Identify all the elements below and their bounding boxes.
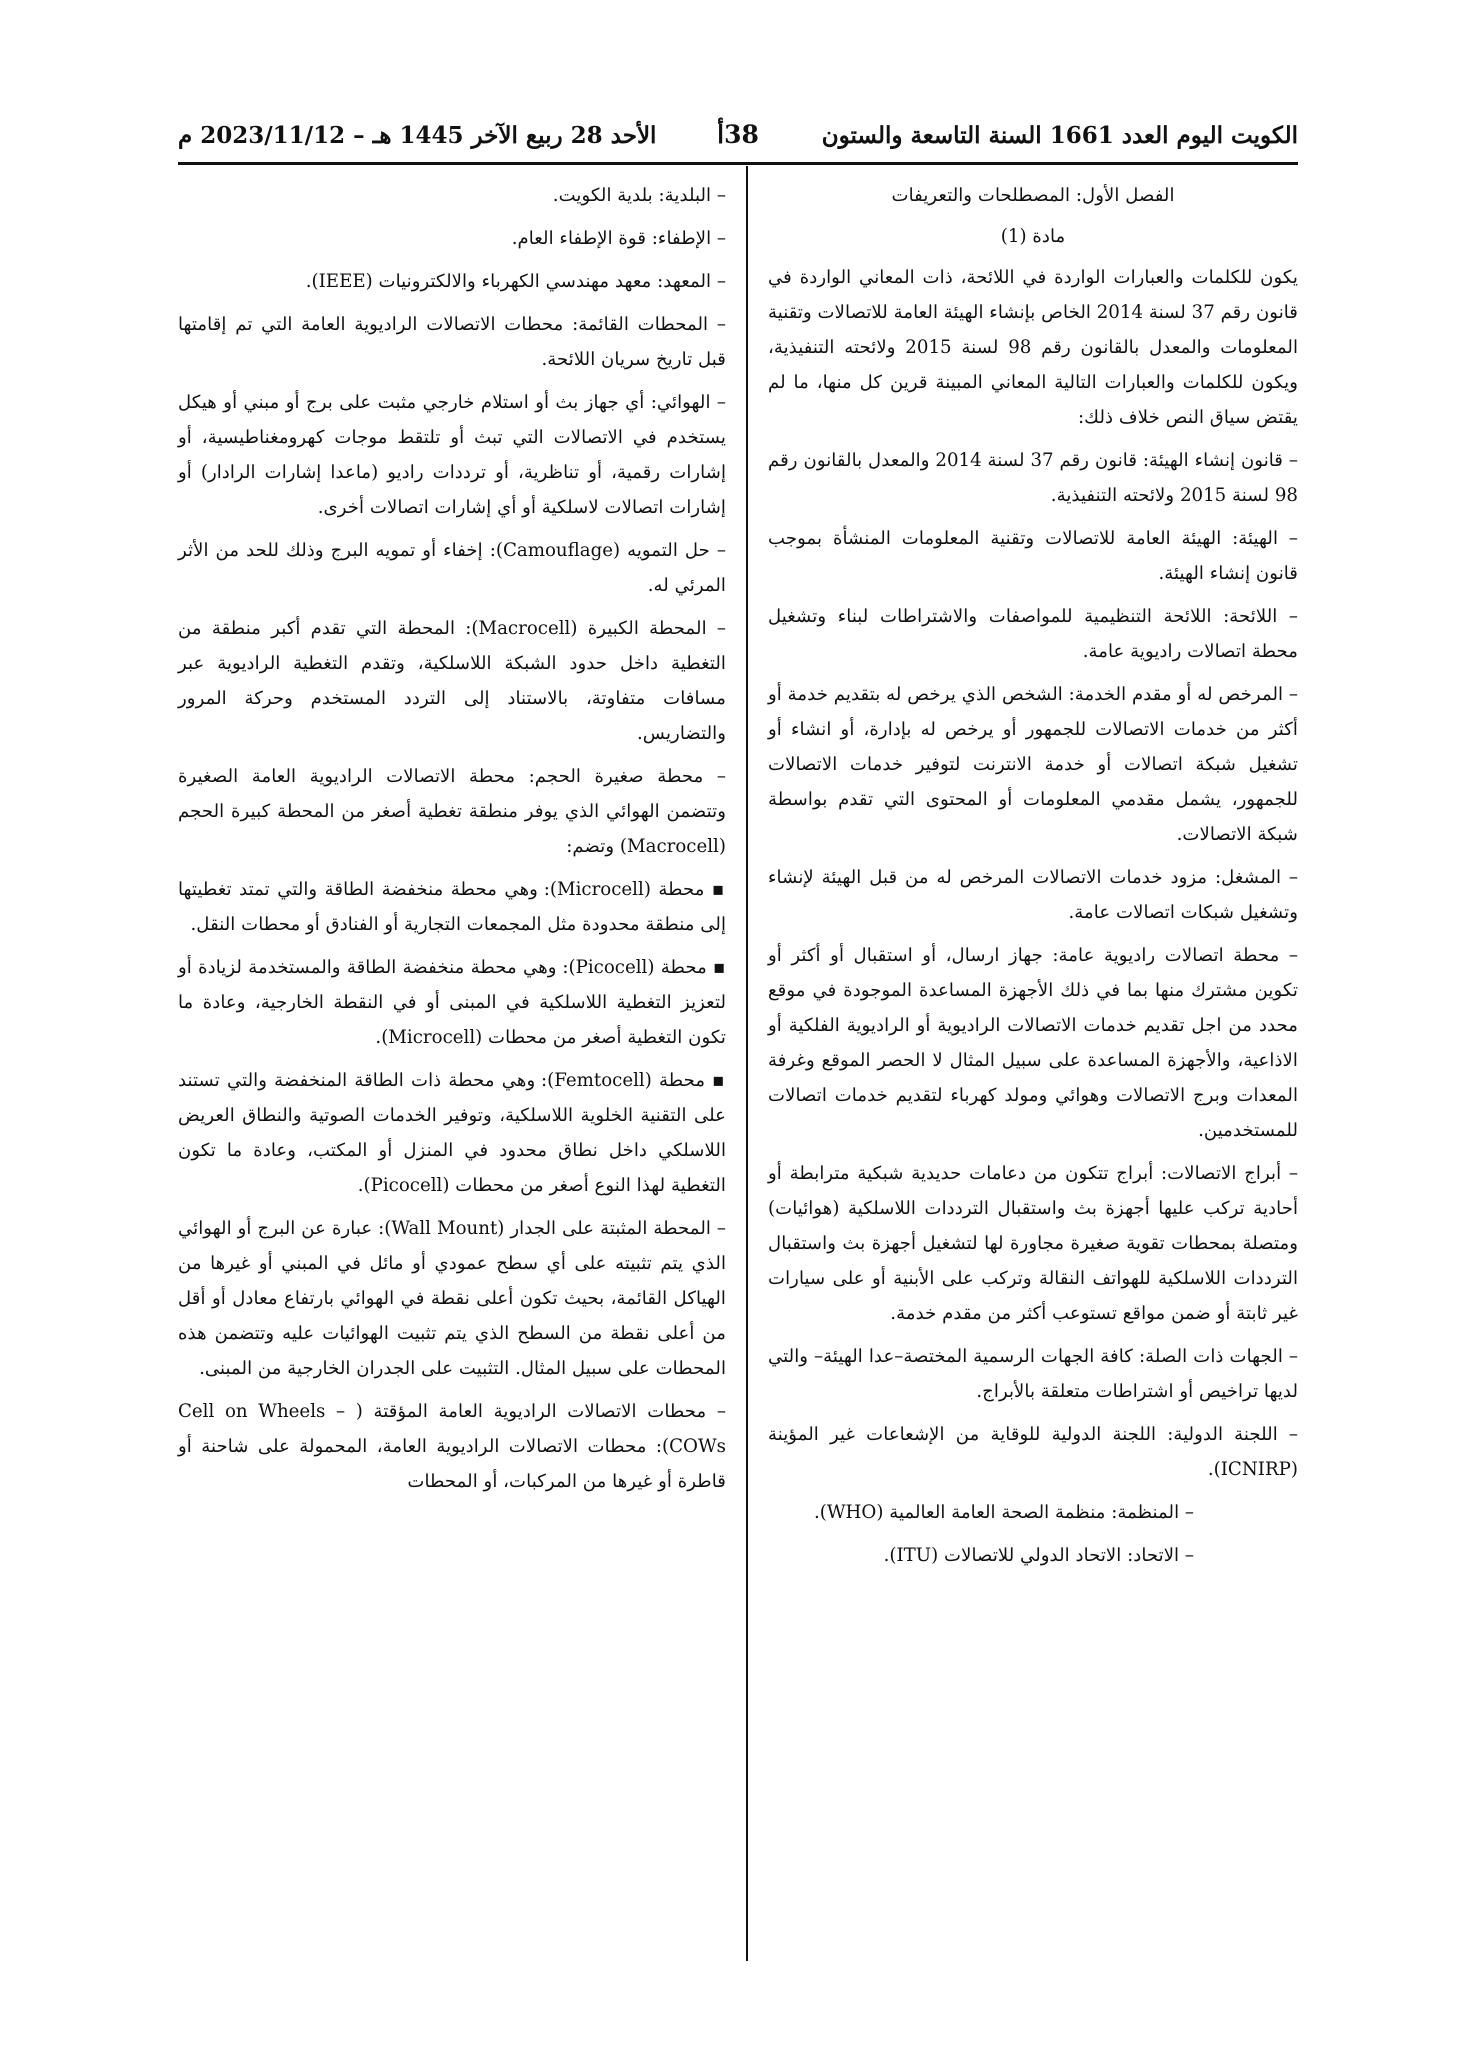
definition-item: – الاتحاد: الاتحاد الدولي للاتصالات (ITU). <box>883 1545 1194 1566</box>
intro-paragraph: يكون للكلمات والعبارات الواردة في اللائحة، ذات المعاني الواردة في قانون رقم 37 لسنة 2014 الخاص بإنشاء الهيئة العامة للاتصالات وتقنية المعلومات والمعدل بالقانون رقم 98 لسنة 2015 ولائحته التنفيذية، ويكون للكلمات والعبارات التالية المعاني المبينة قرين كل منها، ما لم يقتض سياق النص خلاف ذلك: <box>768 267 1299 428</box>
page-header <box>178 112 1298 156</box>
header-issue-info: الكويت اليوم العدد 1661 السنة التاسعة والستون <box>821 122 1298 149</box>
definition-item: – الهوائي: أي جهاز بث أو استلام خارجي مثبت على برج أو مبني أو هيكل يستخدم في الاتصالات التي تبث أو تلتقط موجات كهرومغناطيسية، أو إشارات رقمية، أو تناظرية، أو ترددات راديو (ماعدا إشارات الرادار) أو إشارات اتصالات لاسلكية أو أي إشارات اتصالات أخرى. <box>178 392 726 518</box>
definition-item: – أبراج الاتصالات: أبراج تتكون من دعامات حديدية شبكية مترابطة أو أحادية تركب عليها أجهزة بث واستقبال الترددات اللاسلكية (هوائيات) ومتصلة بمحطات تقوية صغيرة مجاورة لها لتشغيل أجهزة بث واستقبال الترددات اللاسلكية للهواتف النقالة وتركب على الأبنية أو على سيارات غير ثابتة أو ضمن مواقع تستوعب أكثر من مقدم خدمة. <box>768 1163 1298 1324</box>
definition-item: – المعهد: معهد مهندسي الكهرباء والالكترونيات (IEEE). <box>305 271 726 292</box>
definition-item: – الهيئة: الهيئة العامة للاتصالات وتقنية المعلومات المنشأة بموجب قانون إنشاء الهيئة. <box>768 528 1298 584</box>
right-column <box>768 178 1298 1581</box>
definition-item: – المشغل: مزود خدمات الاتصالات المرخص له من قبل الهيئة لإنشاء وتشغيل شبكات اتصالات عامة. <box>768 867 1298 923</box>
header-rule <box>178 162 1298 165</box>
definition-item: – المحطات القائمة: محطات الاتصالات الراديوية العامة التي تم إقامتها قبل تاريخ سريان اللائحة. <box>178 314 726 370</box>
chapter-title: الفصل الأول: المصطلحات والتعريفات <box>891 185 1175 206</box>
definition-item: – محطة صغيرة الحجم: محطة الاتصالات الراديوية العامة الصغيرة وتتضمن الهوائي الذي يوفر منطقة تغطية أصغر من المحطة كبيرة الحجم (Macrocell) وتضم: <box>178 766 726 857</box>
definition-item: – قانون إنشاء الهيئة: قانون رقم 37 لسنة 2014 والمعدل بالقانون رقم 98 لسنة 2015 ولائحته التنفيذية. <box>768 450 1298 506</box>
definition-item: – المنظمة: منظمة الصحة العامة العالمية (WHO). <box>813 1502 1194 1523</box>
article-number: مادة (1) <box>1000 226 1066 247</box>
left-column <box>178 178 726 1507</box>
definition-item: – اللائحة: اللائحة التنظيمية للمواصفات والاشتراطات لبناء وتشغيل محطة اتصالات راديوية عامة. <box>768 606 1298 662</box>
header-date: الأحد 28 ربيع الآخر 1445 هـ – 2023/11/12 م <box>178 122 657 149</box>
definition-item: – حل التمويه (Camouflage): إخفاء أو تمويه البرج وذلك للحد من الأثر المرئي له. <box>178 540 726 596</box>
definition-item: – المحطة المثبتة على الجدار (Wall Mount): عبارة عن البرج أو الهوائي الذي يتم تثبيته على أي سطح عمودي أو مائل في المبني أو غيرها من الهياكل القائمة، بحيث تكون أعلى نقطة في الهوائي بارتفاع معادل أو أقل من أعلى نقطة من السطح الذي يتم تثبيت الهوائيات عليه وتتضمن هذه المحطات على سبيل المثال. التثبيت على الجدران الخارجية من المبنى. <box>178 1218 726 1379</box>
definition-item: – الجهات ذات الصلة: كافة الجهات الرسمية المختصة–عدا الهيئة– والتي لديها تراخيص أو اشتراطات متعلقة بالأبراج. <box>768 1346 1298 1402</box>
definition-item: – المرخص له أو مقدم الخدمة: الشخص الذي يرخص له بتقديم خدمة أو أكثر من خدمات الاتصالات للجمهور أو يرخص له بإدارة، أو انشاء أو تشغيل شبكة اتصالات أو خدمة الانترنت لتوفير خدمات الاتصالات للجمهور، يشمل مقدمي المعلومات أو المحتوى التي تقدم بواسطة شبكة الاتصالات. <box>768 684 1298 845</box>
bullet-item: ▪ محطة (Picocell): وهي محطة منخفضة الطاقة والمستخدمة لزيادة أو لتعزيز التغطية اللاسلكية في المبنى أو في النقطة الخارجية، وعادة ما تكون التغطية أصغر من محطات (Microcell). <box>178 957 727 1048</box>
definition-item: – المحطة الكبيرة (Macrocell): المحطة التي تقدم أكبر منطقة من التغطية داخل حدود الشبكة اللاسلكية، وتقدم التغطية الراديوية عبر مسافات متفاوتة، بالاستناد إلى التردد المستخدم وحركة المرور والتضاريس. <box>178 618 726 744</box>
definition-item: – محطة اتصالات راديوية عامة: جهاز ارسال، أو استقبال أو أكثر أو تكوين مشترك منها بما في ذلك الأجهزة المساعدة الموجودة في موقع محدد من اجل تقديم خدمات الاتصالات الراديوية أو الراديوية الفلكية أو الاذاعية، والأجهزة المساعدة على سبيل المثال لا الحصر الموقع وغرفة المعدات وبرج الاتصالات وهوائي ومولد كهرباء لتقديم خدمات اتصالات للمستخدمين. <box>768 945 1298 1141</box>
definition-item: – محطات الاتصالات الراديوية العامة المؤقتة ( Cell on Wheels – COWs): محطات الاتصالات الراديوية العامة، المحمولة على شاحنة أو قاطرة أو غيرها من المركبات، أو المحطات <box>178 1401 726 1492</box>
definition-item: – الإطفاء: قوة الإطفاء العام. <box>511 228 726 249</box>
bullet-item: ▪ محطة (Microcell): وهي محطة منخفضة الطاقة والتي تمتد تغطيتها إلى منطقة محدودة مثل المجمعات التجارية أو الفنادق أو محطات النقل. <box>178 879 726 935</box>
definition-item: – البلدية: بلدية الكويت. <box>552 185 726 206</box>
definition-item: – اللجنة الدولية: اللجنة الدولية للوقاية من الإشعاعات غير المؤينة (ICNIRP). <box>768 1424 1298 1480</box>
bullet-item: ▪ محطة (Femtocell): وهي محطة ذات الطاقة المنخفضة والتي تستند على التقنية الخلوية اللاسلكية، وتوفير الخدمات الصوتية والنطاق العريض اللاسلكي داخل نطاق محدود في المنزل أو المكتب، وعادة ما تكون التغطية لهذا النوع أصغر من محطات (Picocell). <box>178 1070 726 1196</box>
column-divider <box>746 166 748 1961</box>
page-number: 38أ <box>717 120 759 149</box>
